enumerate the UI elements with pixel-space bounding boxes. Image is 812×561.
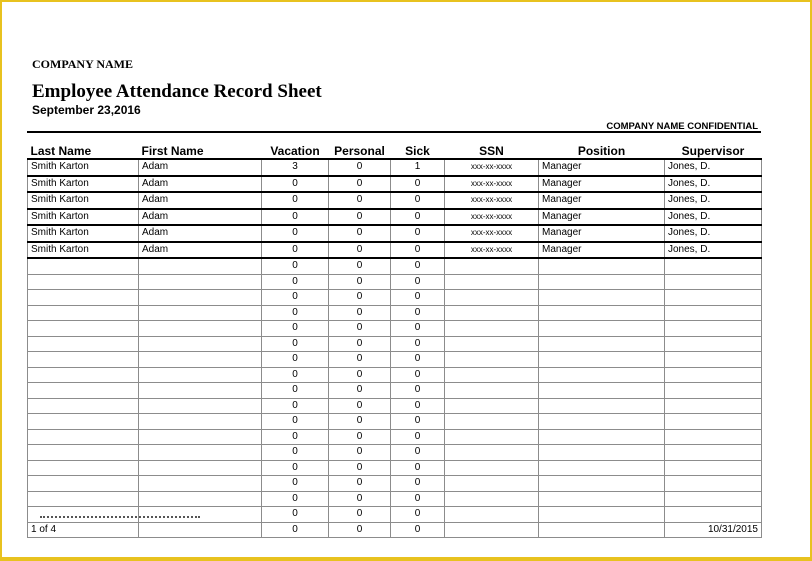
cell-ssn: [445, 305, 539, 321]
cell-sick: 0: [391, 242, 445, 259]
cell-last-name: Smith Karton: [28, 176, 139, 193]
header-rule: [27, 131, 761, 133]
cell-supervisor: Jones, D.: [665, 159, 762, 176]
cell-ssn: [445, 274, 539, 290]
cell-position: Manager: [539, 192, 665, 209]
cell-vacation: 0: [262, 305, 329, 321]
cell-supervisor: Jones, D.: [665, 192, 762, 209]
cell-vacation: 0: [262, 336, 329, 352]
table-row: [28, 290, 762, 306]
cell-sick: 0: [391, 398, 445, 414]
cell-ssn: xxx-xx-xxxx: [445, 176, 539, 193]
col-header-first-name: First Name: [139, 144, 262, 159]
table-header-row: [28, 144, 762, 159]
cell-personal: 0: [329, 336, 391, 352]
cell-supervisor: [665, 321, 762, 337]
cell-vacation: 0: [262, 258, 329, 274]
cell-supervisor: [665, 305, 762, 321]
cell-ssn: [445, 460, 539, 476]
table-row: [28, 159, 762, 176]
cell-last-name: Smith Karton: [28, 225, 139, 242]
cell-first-name: Adam: [139, 209, 262, 226]
cell-supervisor: [665, 460, 762, 476]
cell-ssn: [445, 352, 539, 368]
table-footer-row: [28, 522, 762, 538]
cell-first-name: [139, 476, 262, 492]
cell-first-name: Adam: [139, 242, 262, 259]
cell-supervisor: [665, 367, 762, 383]
cell-last-name: Smith Karton: [28, 242, 139, 259]
footer-date: 10/31/2015: [665, 522, 762, 538]
cell-last-name: [28, 445, 139, 461]
table-row: [28, 429, 762, 445]
cell-last-name: [28, 398, 139, 414]
cell-first-name: Adam: [139, 159, 262, 176]
cell-position: Manager: [539, 176, 665, 193]
col-header-personal: Personal: [329, 144, 391, 159]
cell-position: [539, 398, 665, 414]
cell-ssn: [445, 398, 539, 414]
table-row: [28, 274, 762, 290]
cell-sick: 1: [391, 159, 445, 176]
cell-personal: 0: [329, 225, 391, 242]
table-row: [28, 352, 762, 368]
cell-vacation: 0: [262, 383, 329, 399]
cell-position: [539, 290, 665, 306]
cell-supervisor: [665, 290, 762, 306]
cell-position: [539, 383, 665, 399]
cell-last-name: [28, 305, 139, 321]
company-name: COMPANY NAME: [32, 57, 133, 71]
cell-sick: 0: [391, 491, 445, 507]
cell-first-name: [139, 445, 262, 461]
cell-sick: 0: [391, 352, 445, 368]
cell-vacation: 0: [262, 225, 329, 242]
cell-position: [539, 414, 665, 430]
cell-personal: 0: [329, 414, 391, 430]
faint-footer-line: [40, 516, 200, 518]
cell-last-name: [28, 460, 139, 476]
cell-vacation: 0: [262, 209, 329, 226]
cell-personal: 0: [329, 445, 391, 461]
footer-empty-cell: [139, 522, 262, 538]
cell-supervisor: [665, 383, 762, 399]
cell-supervisor: [665, 274, 762, 290]
cell-vacation: 0: [262, 414, 329, 430]
sheet-title: Employee Attendance Record Sheet: [32, 81, 322, 102]
table-row: [28, 445, 762, 461]
cell-supervisor: [665, 429, 762, 445]
cell-sick: 0: [391, 305, 445, 321]
cell-sick: 0: [391, 414, 445, 430]
cell-personal: 0: [329, 305, 391, 321]
cell-personal: 0: [329, 507, 391, 523]
cell-personal: 0: [329, 242, 391, 259]
cell-sick: 0: [391, 429, 445, 445]
cell-first-name: Adam: [139, 176, 262, 193]
cell-first-name: [139, 429, 262, 445]
cell-personal: 0: [329, 258, 391, 274]
cell-supervisor: Jones, D.: [665, 242, 762, 259]
cell-supervisor: [665, 398, 762, 414]
cell-vacation: 0: [262, 398, 329, 414]
cell-last-name: [28, 367, 139, 383]
cell-first-name: [139, 398, 262, 414]
cell-first-name: [139, 258, 262, 274]
cell-ssn: xxx-xx-xxxx: [445, 242, 539, 259]
table-row: [28, 398, 762, 414]
cell-last-name: [28, 429, 139, 445]
cell-last-name: [28, 507, 139, 523]
cell-sick: 0: [391, 367, 445, 383]
table-row: [28, 242, 762, 259]
cell-last-name: [28, 383, 139, 399]
cell-ssn: [445, 507, 539, 523]
cell-personal: 0: [329, 176, 391, 193]
cell-last-name: [28, 274, 139, 290]
cell-vacation: 0: [262, 367, 329, 383]
table-row: [28, 305, 762, 321]
cell-sick: 0: [391, 507, 445, 523]
cell-supervisor: Jones, D.: [665, 176, 762, 193]
cell-position: [539, 445, 665, 461]
cell-first-name: Adam: [139, 192, 262, 209]
cell-vacation: 0: [262, 476, 329, 492]
cell-position: Manager: [539, 242, 665, 259]
cell-last-name: [28, 476, 139, 492]
table-row: [28, 209, 762, 226]
table-row: [28, 367, 762, 383]
cell-supervisor: [665, 352, 762, 368]
cell-position: [539, 476, 665, 492]
table-row: [28, 321, 762, 337]
col-header-sick: Sick: [391, 144, 445, 159]
cell-vacation: 3: [262, 159, 329, 176]
cell-sick: 0: [391, 225, 445, 242]
cell-supervisor: [665, 445, 762, 461]
cell-personal: 0: [329, 352, 391, 368]
cell-first-name: [139, 290, 262, 306]
cell-vacation: 0: [262, 445, 329, 461]
table-row: [28, 225, 762, 242]
confidential-label: COMPANY NAME CONFIDENTIAL: [606, 121, 758, 132]
col-header-position: Position: [539, 144, 665, 159]
table-body: [28, 159, 762, 522]
footer-personal: 0: [329, 522, 391, 538]
page-indicator: 1 of 4: [28, 522, 139, 538]
cell-first-name: [139, 305, 262, 321]
cell-sick: 0: [391, 176, 445, 193]
cell-personal: 0: [329, 159, 391, 176]
cell-first-name: Adam: [139, 225, 262, 242]
cell-sick: 0: [391, 445, 445, 461]
cell-vacation: 0: [262, 352, 329, 368]
cell-last-name: [28, 491, 139, 507]
footer-empty-cell: [445, 522, 539, 538]
cell-vacation: 0: [262, 460, 329, 476]
cell-supervisor: [665, 476, 762, 492]
cell-sick: 0: [391, 290, 445, 306]
cell-personal: 0: [329, 491, 391, 507]
cell-ssn: [445, 476, 539, 492]
table-row: [28, 460, 762, 476]
attendance-table: [27, 144, 762, 538]
cell-supervisor: [665, 491, 762, 507]
cell-last-name: [28, 336, 139, 352]
cell-last-name: [28, 414, 139, 430]
cell-personal: 0: [329, 383, 391, 399]
cell-personal: 0: [329, 429, 391, 445]
cell-ssn: [445, 414, 539, 430]
cell-first-name: [139, 352, 262, 368]
table-row: [28, 491, 762, 507]
cell-personal: 0: [329, 367, 391, 383]
cell-personal: 0: [329, 476, 391, 492]
cell-first-name: [139, 414, 262, 430]
cell-sick: 0: [391, 258, 445, 274]
table-row: [28, 176, 762, 193]
table-row: [28, 383, 762, 399]
cell-supervisor: [665, 507, 762, 523]
cell-first-name: [139, 460, 262, 476]
cell-position: [539, 429, 665, 445]
cell-position: [539, 336, 665, 352]
cell-personal: 0: [329, 209, 391, 226]
cell-ssn: [445, 321, 539, 337]
table-row: [28, 192, 762, 209]
cell-last-name: [28, 290, 139, 306]
cell-sick: 0: [391, 274, 445, 290]
table-row: [28, 476, 762, 492]
cell-ssn: [445, 383, 539, 399]
col-header-last-name: Last Name: [28, 144, 139, 159]
footer-sick: 0: [391, 522, 445, 538]
cell-sick: 0: [391, 476, 445, 492]
cell-supervisor: [665, 414, 762, 430]
cell-position: [539, 274, 665, 290]
cell-position: Manager: [539, 225, 665, 242]
cell-supervisor: [665, 258, 762, 274]
cell-vacation: 0: [262, 176, 329, 193]
cell-ssn: [445, 336, 539, 352]
cell-first-name: [139, 491, 262, 507]
cell-first-name: [139, 274, 262, 290]
cell-personal: 0: [329, 274, 391, 290]
cell-vacation: 0: [262, 290, 329, 306]
table-row: [28, 336, 762, 352]
table-row: [28, 258, 762, 274]
cell-first-name: [139, 367, 262, 383]
cell-personal: 0: [329, 290, 391, 306]
cell-vacation: 0: [262, 321, 329, 337]
cell-first-name: [139, 507, 262, 523]
cell-first-name: [139, 321, 262, 337]
cell-last-name: [28, 352, 139, 368]
cell-position: [539, 491, 665, 507]
cell-position: [539, 367, 665, 383]
col-header-supervisor: Supervisor: [665, 144, 762, 159]
cell-ssn: [445, 367, 539, 383]
table-row: [28, 414, 762, 430]
footer-vacation: 0: [262, 522, 329, 538]
cell-position: [539, 352, 665, 368]
cell-last-name: Smith Karton: [28, 159, 139, 176]
cell-sick: 0: [391, 192, 445, 209]
cell-personal: 0: [329, 321, 391, 337]
footer-empty-cell: [539, 522, 665, 538]
cell-last-name: [28, 258, 139, 274]
cell-last-name: Smith Karton: [28, 192, 139, 209]
cell-position: [539, 507, 665, 523]
cell-ssn: [445, 258, 539, 274]
cell-supervisor: Jones, D.: [665, 209, 762, 226]
cell-ssn: [445, 429, 539, 445]
sheet-date: September 23,2016: [32, 103, 141, 117]
cell-ssn: xxx-xx-xxxx: [445, 159, 539, 176]
cell-ssn: xxx-xx-xxxx: [445, 225, 539, 242]
cell-sick: 0: [391, 321, 445, 337]
cell-vacation: 0: [262, 507, 329, 523]
cell-ssn: [445, 290, 539, 306]
cell-vacation: 0: [262, 274, 329, 290]
cell-personal: 0: [329, 192, 391, 209]
cell-ssn: [445, 491, 539, 507]
cell-position: Manager: [539, 209, 665, 226]
cell-ssn: xxx-xx-xxxx: [445, 192, 539, 209]
cell-supervisor: Jones, D.: [665, 225, 762, 242]
col-header-vacation: Vacation: [262, 144, 329, 159]
cell-ssn: [445, 445, 539, 461]
cell-ssn: xxx-xx-xxxx: [445, 209, 539, 226]
cell-position: [539, 305, 665, 321]
cell-sick: 0: [391, 209, 445, 226]
cell-sick: 0: [391, 460, 445, 476]
cell-position: Manager: [539, 159, 665, 176]
cell-first-name: [139, 336, 262, 352]
cell-supervisor: [665, 336, 762, 352]
cell-sick: 0: [391, 383, 445, 399]
cell-sick: 0: [391, 336, 445, 352]
cell-last-name: [28, 321, 139, 337]
cell-position: [539, 321, 665, 337]
cell-vacation: 0: [262, 429, 329, 445]
col-header-ssn: SSN: [445, 144, 539, 159]
cell-first-name: [139, 383, 262, 399]
cell-vacation: 0: [262, 491, 329, 507]
table-row: [28, 507, 762, 523]
cell-position: [539, 460, 665, 476]
cell-position: [539, 258, 665, 274]
cell-vacation: 0: [262, 242, 329, 259]
cell-vacation: 0: [262, 192, 329, 209]
cell-last-name: Smith Karton: [28, 209, 139, 226]
cell-personal: 0: [329, 460, 391, 476]
cell-personal: 0: [329, 398, 391, 414]
